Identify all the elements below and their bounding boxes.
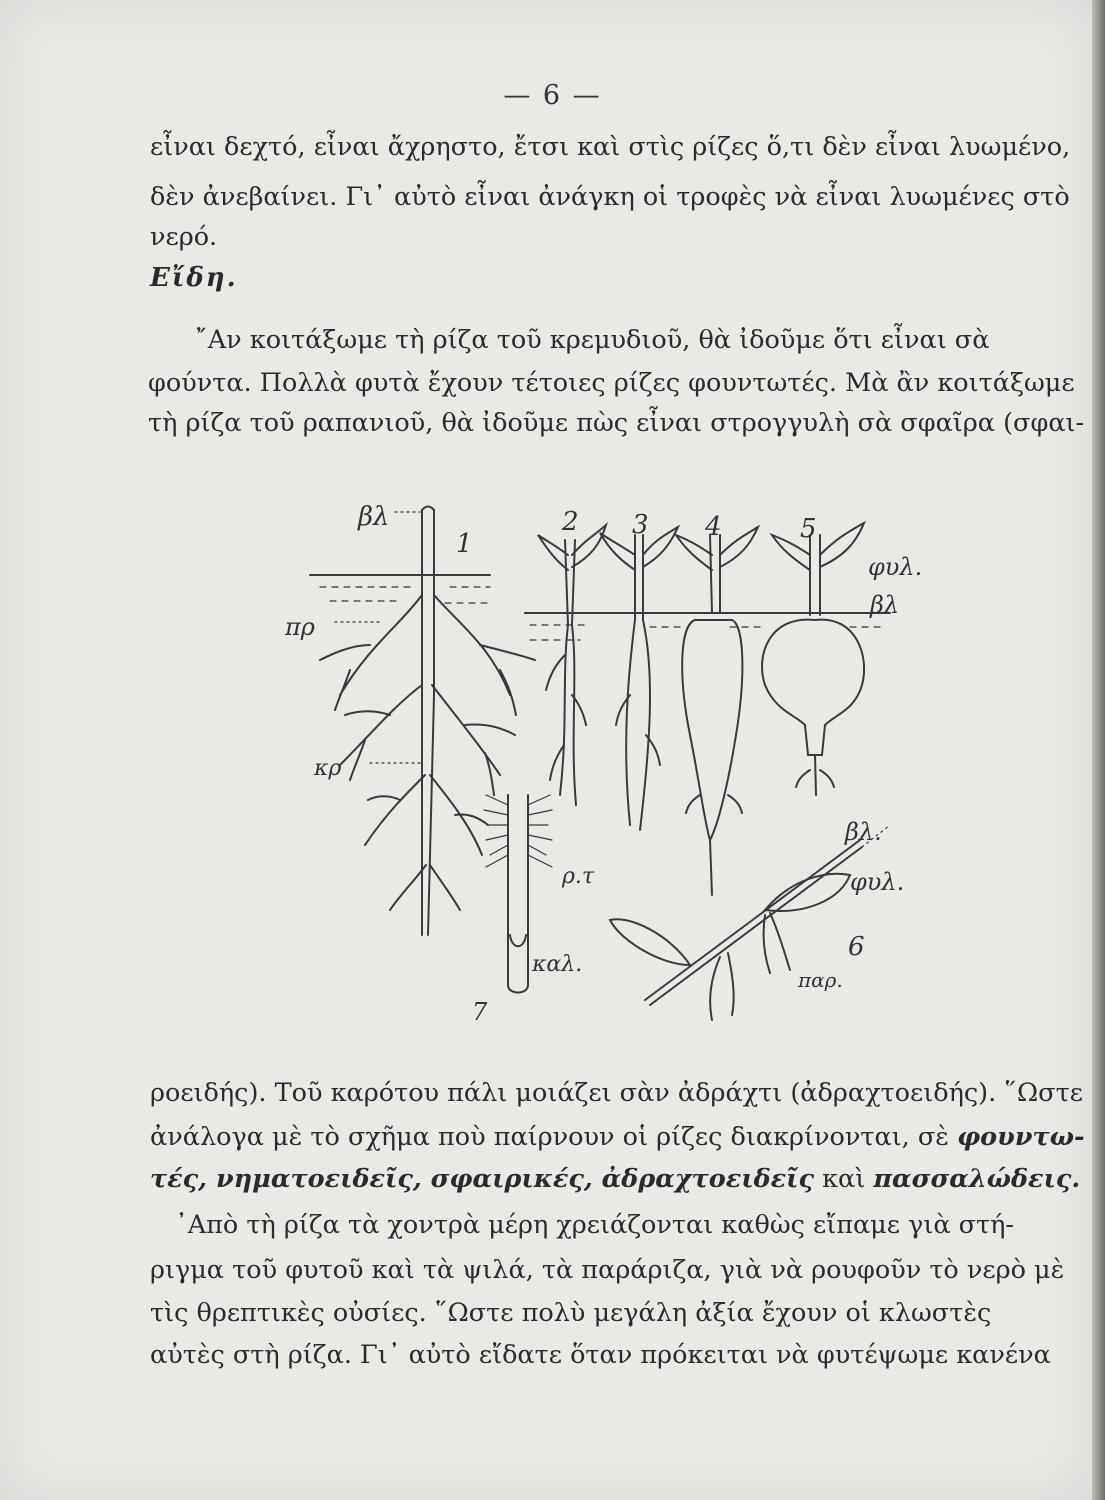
carrot-root [682,620,742,840]
label-kal: καλ. [532,952,583,977]
text-line: νερό. [150,222,218,252]
roots-illustration [250,495,950,1055]
label-6: 6 [848,932,865,962]
text-line: τὶς θρεπτικὲς οὐσίες. ῞Ωστε πολὺ μεγάλη ἀξία ἔχουν οἱ κλωστὲς [150,1298,992,1328]
text-line: ριγμα τοῦ φυτοῦ καὶ τὰ ψιλά, τὰ παράριζα, γιὰ νὰ ρουφοῦν τὸ νερὸ μὲ [150,1255,1065,1285]
label-1: 1 [456,529,473,559]
text-line [150,1122,1085,1152]
text-line: τὴ ρίζα τοῦ ραπανιοῦ, θὰ ἰδοῦμε πὼς εἶναι στρογγυλὴ σὰ σφαῖρα (σφαι- [148,408,1085,438]
label-5: 5 [800,514,817,544]
page-edge-shadow [1092,0,1105,1500]
main-stem [422,510,434,935]
radish-root [762,620,864,755]
text-line: δὲν ἀνεβαίνει. Γι᾿ αὐτὸ εἶναι ἀνάγκη οἱ τροφὲς νὰ εἶναι λυωμένες στὸ [150,182,1070,212]
text-line: εἶναι δεχτό, εἶναι ἄχρηστο, ἔτσι καὶ στὶς ρίζες ὅ,τι δὲν εἶναι λυωμένο, [150,132,1071,162]
label-vl-6: βλ. [845,818,882,846]
label-kr: κρ [314,756,342,781]
label-fyl-6: φυλ. [850,868,905,896]
text-line: αὐτὲς στὴ ρίζα. Γι᾿ αὐτὸ εἴδατε ὅταν πρόκειται νὰ φυτέψωμε κανένα [150,1340,1051,1370]
page-number: — 6 — [503,80,602,111]
label-fyl-top: φυλ. [868,553,923,581]
label-3: 3 [632,510,649,540]
label-2: 2 [562,507,579,537]
label-vl-top: βλ [358,502,390,532]
label-pr: πρ [285,613,315,641]
emphasis-span: πασσαλώδεις. [873,1164,1081,1194]
label-4: 4 [705,512,722,542]
text-line: ῎Αν κοιτάξωμε τὴ ρίζα τοῦ κρεμυδιοῦ, θὰ ἰδοῦμε ὅτι εἶναι σὰ [195,325,990,355]
section-heading: Εἴδη. [150,263,238,293]
root-tip [508,795,528,993]
text-line: φούντα. Πολλὰ φυτὰ ἔχουν τέτοιες ρίζες φουντωτές. Μὰ ἂν κοιτάξωμε [148,368,1075,398]
text-line [150,1164,1080,1194]
label-vl-right: βλ [870,591,900,619]
emphasis-span: τές, νηματοειδεῖς, σφαιρικές, ἀδραχτοειδεῖς [150,1164,814,1194]
label-7: 7 [472,998,488,1026]
emphasis-span: φουντω- [957,1122,1085,1152]
text-line: ᾿Απὸ τὴ ρίζα τὰ χοντρὰ μέρη χρειάζονται καθὼς εἴπαμε γιὰ στή- [175,1210,1015,1240]
label-par: παρ. [798,968,843,992]
text-span: καὶ [822,1164,866,1194]
text-span: ἀνάλογα μὲ τὸ σχῆμα ποὺ παίρνουν οἱ ρίζες διακρίνονται, σὲ [150,1122,949,1152]
text-line: ροειδής). Τοῦ καρότου πάλι μοιάζει σὰν ἀδράχτι (ἀδραχτοειδής). ῞Ωστε [150,1078,1083,1108]
label-rt: ρ.τ [562,864,595,889]
